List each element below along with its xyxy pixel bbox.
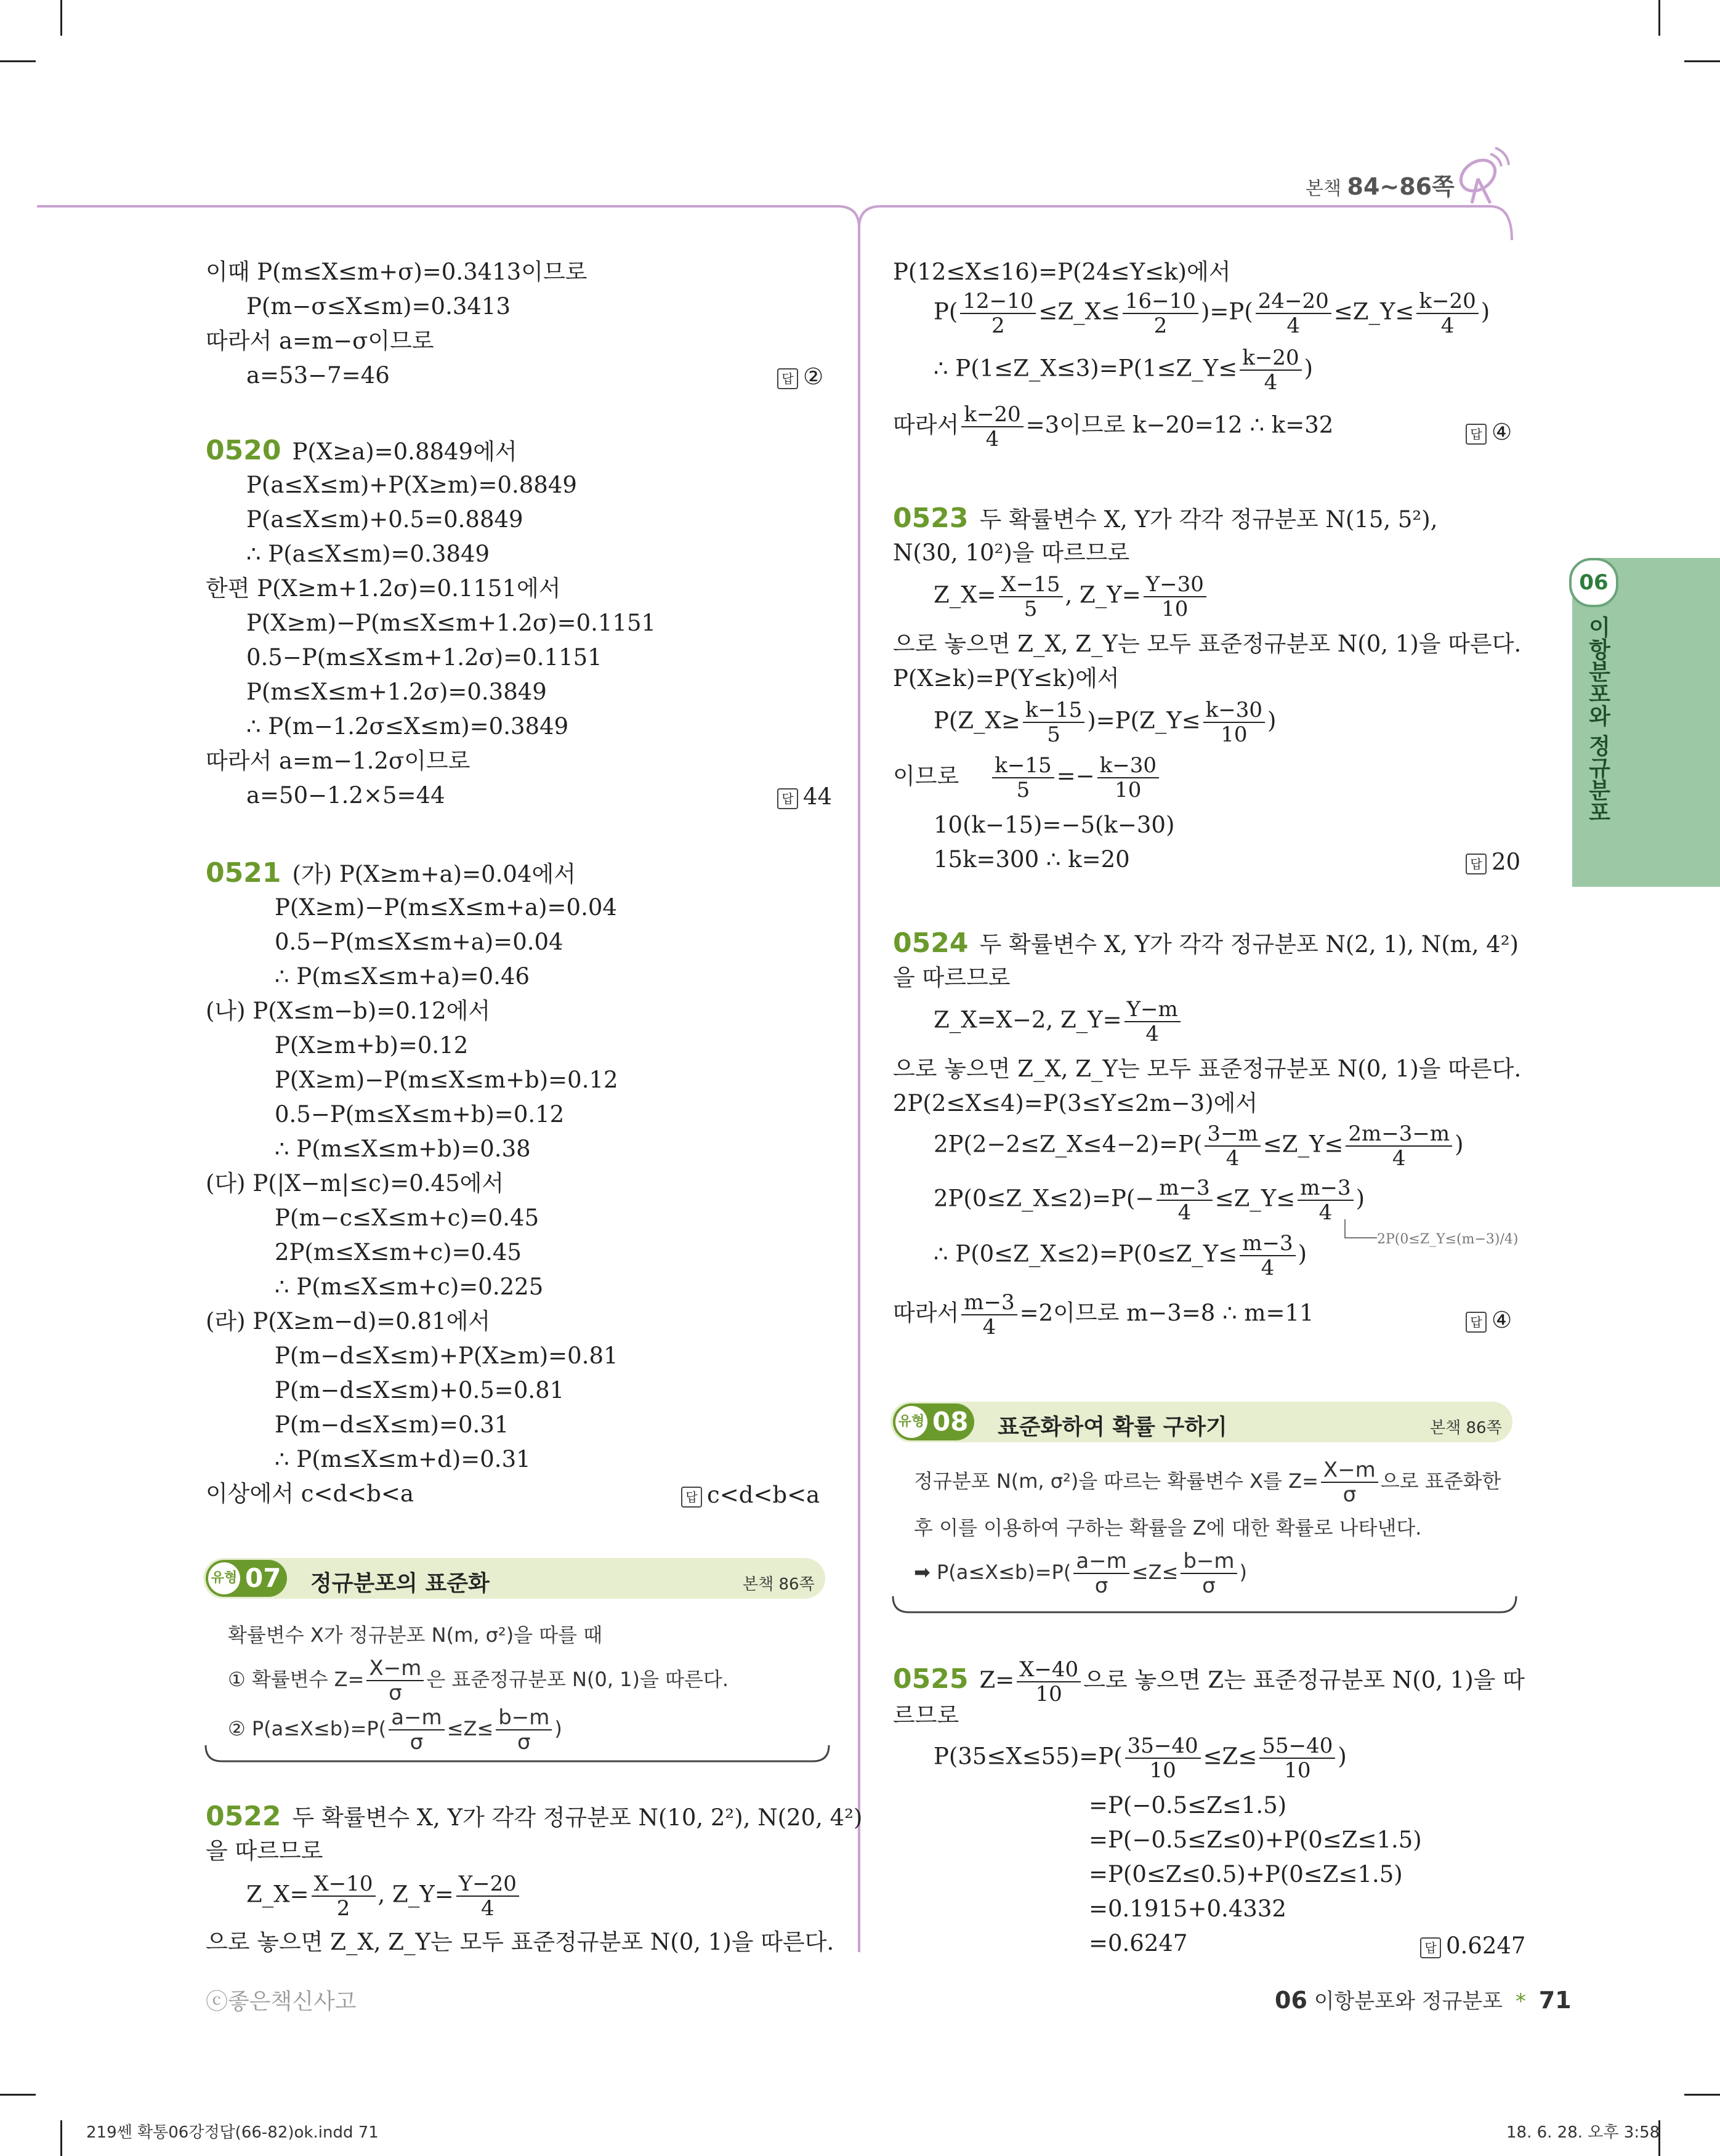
fraction bbox=[1017, 1658, 1081, 1706]
text-line: a=50−1.2×5=44 bbox=[246, 782, 445, 809]
text-line: P(m−d≤X≤m)+P(X≥m)=0.81 bbox=[275, 1342, 618, 1369]
denominator: 2 bbox=[991, 313, 1005, 338]
text: Z_X= bbox=[934, 581, 996, 608]
fraction bbox=[992, 754, 1054, 802]
copyright: ⓒ좋은책신사고 bbox=[206, 1989, 357, 2014]
denominator: 2 bbox=[1153, 313, 1168, 338]
text-line: 따라서 a=m−1.2σ이므로 bbox=[206, 748, 470, 774]
numerator: k−30 bbox=[1203, 698, 1265, 723]
text: ) bbox=[1298, 1240, 1307, 1267]
text-line: P(X≥m)−P(m≤X≤m+1.2σ)=0.1151 bbox=[246, 610, 656, 636]
text: ≤Z_Y≤ bbox=[1214, 1185, 1296, 1212]
numerator: X−10 bbox=[312, 1872, 376, 1897]
problem-number: 0521 bbox=[206, 857, 281, 889]
text-line: P(X≥k)=P(Y≤k)에서 bbox=[893, 665, 1120, 692]
type-box-bottom-border bbox=[203, 1743, 831, 1767]
problem-number: 0523 bbox=[893, 503, 969, 534]
text: ≤Z_Y≤ bbox=[1333, 298, 1415, 325]
answer-value: 0.6247 bbox=[1446, 1932, 1526, 1959]
denominator: σ bbox=[1202, 1573, 1216, 1598]
text-line: 한편 P(X≥m+1.2σ)=0.1151에서 bbox=[206, 575, 561, 602]
problem-number: 0524 bbox=[893, 927, 969, 959]
text-line: P(m−d≤X≤m)=0.31 bbox=[275, 1411, 509, 1438]
text: ) bbox=[554, 1717, 562, 1740]
fraction bbox=[1256, 289, 1331, 337]
fraction bbox=[1157, 1176, 1212, 1224]
problem-0521-line bbox=[206, 858, 576, 889]
text: 2P(2−2≤Z_X≤4−2)=P( bbox=[934, 1131, 1203, 1158]
text: ≤Z_Y≤ bbox=[1262, 1131, 1344, 1158]
text: =3이므로 k−20=12 ∴ k=32 bbox=[1025, 411, 1334, 438]
type-box-header bbox=[203, 1558, 825, 1599]
denominator: 10 bbox=[1035, 1682, 1062, 1706]
page-number: 71 bbox=[1538, 1987, 1572, 2014]
numerator: k−15 bbox=[992, 754, 1054, 778]
text-line: 르므로 bbox=[893, 1702, 959, 1729]
text: ≤Z_X≤ bbox=[1038, 298, 1120, 325]
text: ) bbox=[1304, 355, 1314, 382]
text-line: 을 따르므로 bbox=[893, 964, 1011, 991]
denominator: 4 bbox=[480, 1896, 495, 1921]
fraction bbox=[312, 1872, 376, 1920]
text-line: 두 확률변수 X, Y가 각각 정규분포 N(15, 5²), bbox=[979, 506, 1438, 533]
numerator: X−m bbox=[1321, 1458, 1378, 1483]
answer-mark bbox=[1420, 1932, 1525, 1959]
denominator: 4 bbox=[985, 427, 999, 451]
numerator: k−15 bbox=[1023, 698, 1084, 723]
answer-mark bbox=[1466, 849, 1520, 875]
answer-value: c<d<b<a bbox=[707, 1482, 820, 1508]
answer-icon: 답 bbox=[1466, 1312, 1487, 1333]
text: =− bbox=[1056, 762, 1095, 789]
text-line: =P(0≤Z≤0.5)+P(0≤Z≤1.5) bbox=[1089, 1861, 1403, 1888]
numerator: 24−20 bbox=[1256, 289, 1331, 314]
fraction bbox=[1321, 1458, 1378, 1506]
denominator: 4 bbox=[1145, 1022, 1159, 1046]
text-line: 따라서 a=m−σ이므로 bbox=[206, 328, 434, 354]
text-line: 두 확률변수 X, Y가 각각 정규분포 N(2, 1), N(m, 4²) bbox=[979, 931, 1519, 958]
side-note: 2P(0≤Z_Y≤(m−3)/4) bbox=[1377, 1232, 1519, 1247]
denominator: σ bbox=[389, 1681, 402, 1705]
type-box-bottom-border bbox=[890, 1594, 1519, 1618]
denominator: 4 bbox=[1440, 313, 1455, 338]
fraction bbox=[1023, 698, 1084, 746]
star-icon: * bbox=[1515, 1989, 1526, 2014]
answer-mark bbox=[777, 363, 823, 390]
denominator: 10 bbox=[1221, 722, 1248, 747]
type-box-line bbox=[228, 1657, 729, 1705]
slug-file: 219쎈 확통06강정답(66-82)ok.indd 71 bbox=[86, 2123, 379, 2142]
denominator: 5 bbox=[1047, 722, 1060, 747]
type-badge-label: 유형 bbox=[208, 1562, 240, 1594]
text: ① 확률변수 Z= bbox=[228, 1668, 365, 1691]
problem-0525-line bbox=[893, 1658, 1525, 1706]
side-tab-number: 06 bbox=[1569, 558, 1618, 607]
numerator: 16−10 bbox=[1123, 289, 1198, 314]
type-box-ref: 본책 86쪽 bbox=[1430, 1419, 1502, 1437]
text-line: P(X≥a)=0.8849에서 bbox=[292, 438, 517, 465]
text-line: 15k=300 ∴ k=20 bbox=[934, 846, 1130, 873]
text-line: P(X≥m+b)=0.12 bbox=[275, 1032, 469, 1059]
problem-number: 0520 bbox=[206, 435, 281, 466]
equation-line bbox=[934, 346, 1313, 394]
answer-icon: 답 bbox=[777, 788, 798, 809]
denominator: 4 bbox=[1261, 1256, 1275, 1280]
text: ≤Z≤ bbox=[1131, 1560, 1179, 1584]
side-tab-label: 이항분포와 정규분포 bbox=[1585, 616, 1610, 823]
fraction bbox=[1124, 998, 1181, 1046]
text: )=P(Z_Y≤ bbox=[1087, 707, 1201, 734]
text: P( bbox=[934, 298, 958, 325]
numerator: k−20 bbox=[1416, 289, 1478, 314]
type-badge-label: 유형 bbox=[895, 1406, 927, 1438]
text: ) bbox=[1480, 298, 1490, 325]
denominator: σ bbox=[410, 1730, 424, 1754]
denominator: 10 bbox=[1115, 778, 1142, 802]
text-line: =0.1915+0.4332 bbox=[1089, 1896, 1286, 1922]
type-badge-number: 07 bbox=[245, 1563, 281, 1593]
text-line: 0.5−P(m≤X≤m+1.2σ)=0.1151 bbox=[246, 644, 602, 671]
equation-line bbox=[893, 754, 1161, 802]
denominator: 4 bbox=[1392, 1146, 1406, 1171]
answer-value: 20 bbox=[1492, 849, 1521, 875]
text-line: (다) P(|X−m|≤c)=0.45에서 bbox=[206, 1170, 504, 1197]
text: )=P( bbox=[1200, 298, 1253, 325]
problem-0520-line bbox=[206, 436, 517, 467]
type-badge-number: 08 bbox=[932, 1407, 969, 1437]
numerator: Y−30 bbox=[1144, 573, 1206, 597]
text: 으로 표준화한 bbox=[1380, 1469, 1501, 1493]
problem-0523-line bbox=[893, 504, 1437, 535]
numerator: m−3 bbox=[1298, 1176, 1353, 1201]
type-badge bbox=[893, 1403, 974, 1440]
text-line: P(a≤X≤m)+P(X≥m)=0.8849 bbox=[246, 472, 577, 498]
numerator: X−m bbox=[366, 1657, 424, 1681]
fraction bbox=[1125, 1734, 1201, 1782]
numerator: 2m−3−m bbox=[1346, 1122, 1452, 1147]
text-line: =0.6247 bbox=[1089, 1930, 1188, 1956]
chapter-number: 06 bbox=[1275, 1987, 1307, 2014]
text-line: 으로 놓으면 Z_X, Z_Y는 모두 표준정규분포 N(0, 1)을 따른다. bbox=[893, 1056, 1522, 1082]
text: Z= bbox=[979, 1666, 1015, 1694]
text-line: 으로 놓으면 Z_X, Z_Y는 모두 표준정규분포 N(0, 1)을 따른다. bbox=[893, 631, 1522, 657]
text: 따라서 bbox=[893, 411, 959, 438]
text: , Z_Y= bbox=[1065, 581, 1141, 608]
text-line: 이때 P(m≤X≤m+σ)=0.3413이므로 bbox=[206, 259, 587, 285]
page-ref-prefix: 본책 bbox=[1306, 178, 1341, 200]
fraction bbox=[1298, 1176, 1353, 1224]
equation-line bbox=[934, 1122, 1464, 1170]
denominator: 4 bbox=[1286, 313, 1301, 338]
text: ) bbox=[1338, 1743, 1347, 1770]
text-line: (가) P(X≥m+a)=0.04에서 bbox=[292, 861, 576, 887]
denominator: 4 bbox=[1264, 370, 1278, 395]
text-line: =P(−0.5≤Z≤1.5) bbox=[1089, 1792, 1287, 1819]
fraction bbox=[1240, 1232, 1295, 1280]
page-footer bbox=[1275, 1984, 1572, 2014]
numerator: Y−20 bbox=[456, 1872, 519, 1897]
equation-line bbox=[893, 403, 1333, 451]
text-line: P(m−c≤X≤m+c)=0.45 bbox=[275, 1205, 539, 1231]
numerator: m−3 bbox=[1157, 1176, 1212, 1201]
numerator: 55−40 bbox=[1259, 1734, 1335, 1759]
denominator: 10 bbox=[1149, 1758, 1176, 1783]
page-ref-pages: 84~86쪽 bbox=[1347, 173, 1455, 200]
equation-line bbox=[934, 998, 1183, 1046]
denominator: 4 bbox=[1225, 1146, 1240, 1171]
text-line: ∴ P(a≤X≤m)=0.3849 bbox=[246, 541, 490, 567]
fraction bbox=[1123, 289, 1198, 337]
text: ) bbox=[1455, 1131, 1464, 1158]
fraction bbox=[1240, 346, 1301, 394]
answer-icon: 답 bbox=[681, 1487, 702, 1508]
text-line: a=53−7=46 bbox=[246, 362, 390, 389]
text-line: P(m−σ≤X≤m)=0.3413 bbox=[246, 293, 511, 320]
numerator: 12−10 bbox=[960, 289, 1036, 314]
denominator: 4 bbox=[1318, 1200, 1333, 1225]
chapter-title: 이항분포와 정규분포 bbox=[1314, 1989, 1503, 2014]
equation-line bbox=[934, 1176, 1365, 1224]
text: ➡ P(a≤X≤b)=P( bbox=[914, 1560, 1072, 1584]
text-line: ∴ P(m−1.2σ≤X≤m)=0.3849 bbox=[246, 713, 569, 740]
type-box-line: 확률변수 X가 정규분포 N(m, σ²)을 따를 때 bbox=[228, 1623, 603, 1647]
answer-value: ④ bbox=[1492, 419, 1512, 445]
fraction bbox=[456, 1872, 519, 1920]
denominator: 5 bbox=[1024, 597, 1038, 621]
denominator: σ bbox=[1094, 1573, 1108, 1598]
text: P(Z_X≥ bbox=[934, 707, 1020, 734]
fraction bbox=[1346, 1122, 1452, 1170]
numerator: k−30 bbox=[1097, 754, 1159, 778]
text-line: P(X≥m)−P(m≤X≤m+a)=0.04 bbox=[275, 894, 617, 921]
fraction bbox=[1073, 1549, 1129, 1597]
text-line: 2P(m≤X≤m+c)=0.45 bbox=[275, 1239, 522, 1266]
problem-number: 0525 bbox=[893, 1663, 969, 1695]
fraction bbox=[961, 1291, 1017, 1339]
denominator: 2 bbox=[336, 1896, 350, 1921]
answer-mark bbox=[1466, 1307, 1512, 1333]
type-box-line: 후 이를 이용하여 구하는 확률을 Z에 대한 확률로 나타낸다. bbox=[914, 1516, 1422, 1540]
denominator: σ bbox=[517, 1730, 531, 1754]
numerator: a−m bbox=[1073, 1549, 1129, 1574]
answer-mark bbox=[1466, 419, 1512, 445]
numerator: Y−m bbox=[1124, 998, 1181, 1022]
text: ∴ P(0≤Z_X≤2)=P(0≤Z_Y≤ bbox=[934, 1240, 1238, 1267]
equation-line bbox=[934, 289, 1490, 337]
fraction bbox=[1097, 754, 1159, 802]
fraction bbox=[1259, 1734, 1335, 1782]
text: ) bbox=[1239, 1560, 1247, 1584]
text: =2이므로 m−3=8 ∴ m=11 bbox=[1019, 1299, 1314, 1326]
type-box-line bbox=[914, 1549, 1247, 1597]
text-line: (라) P(X≥m−d)=0.81에서 bbox=[206, 1308, 491, 1334]
fraction bbox=[999, 573, 1063, 621]
fraction bbox=[1181, 1549, 1237, 1597]
note-bracket bbox=[1342, 1219, 1379, 1244]
fraction bbox=[1416, 289, 1478, 337]
text: 으로 놓으면 Z는 표준정규분포 N(0, 1)을 따 bbox=[1083, 1666, 1525, 1694]
text-line: P(m−d≤X≤m)+0.5=0.81 bbox=[275, 1377, 565, 1403]
text-line: ∴ P(m≤X≤m+a)=0.46 bbox=[275, 963, 530, 990]
fraction bbox=[961, 403, 1023, 451]
answer-icon: 답 bbox=[1466, 854, 1487, 874]
text: ≤Z≤ bbox=[446, 1717, 494, 1740]
text: , Z_Y= bbox=[378, 1881, 454, 1908]
text-line: ∴ P(m≤X≤m+b)=0.38 bbox=[275, 1136, 531, 1162]
fraction bbox=[1205, 1122, 1260, 1170]
text-line: ∴ P(m≤X≤m+d)=0.31 bbox=[275, 1446, 531, 1472]
denominator: 10 bbox=[1284, 1758, 1311, 1783]
text: Z_X= bbox=[246, 1881, 309, 1908]
type-box-line bbox=[914, 1458, 1501, 1506]
text-line: 2P(2≤X≤4)=P(3≤Y≤2m−3)에서 bbox=[893, 1090, 1258, 1116]
text: 은 표준정규분포 N(0, 1)을 따른다. bbox=[426, 1668, 729, 1691]
text-line: =P(−0.5≤Z≤0)+P(0≤Z≤1.5) bbox=[1089, 1827, 1422, 1853]
text: ) bbox=[1355, 1185, 1365, 1212]
text-line: 으로 놓으면 Z_X, Z_Y는 모두 표준정규분포 N(0, 1)을 따른다. bbox=[206, 1929, 834, 1955]
numerator: b−m bbox=[496, 1706, 552, 1730]
fraction bbox=[366, 1657, 424, 1705]
text: Z_X=X−2, Z_Y= bbox=[934, 1006, 1122, 1033]
answer-icon: 답 bbox=[777, 368, 798, 389]
numerator: a−m bbox=[389, 1706, 444, 1730]
numerator: 35−40 bbox=[1125, 1734, 1201, 1759]
text: ≤Z≤ bbox=[1203, 1743, 1258, 1770]
text: ② P(a≤X≤b)=P( bbox=[228, 1717, 387, 1740]
answer-icon: 답 bbox=[1466, 424, 1487, 445]
fraction bbox=[1144, 573, 1206, 621]
text: 2P(0≤Z_X≤2)=P(− bbox=[934, 1185, 1155, 1212]
text-line: 10(k−15)=−5(k−30) bbox=[934, 812, 1175, 838]
equation-line bbox=[246, 1872, 522, 1920]
text-line: 을 따르므로 bbox=[206, 1838, 323, 1864]
text: ) bbox=[1267, 707, 1277, 734]
text: 이므로 bbox=[893, 762, 959, 789]
text-line: 0.5−P(m≤X≤m+a)=0.04 bbox=[275, 929, 563, 955]
problem-number: 0522 bbox=[206, 1801, 281, 1832]
fraction bbox=[960, 289, 1036, 337]
numerator: m−3 bbox=[961, 1291, 1017, 1315]
text-line: (나) P(X≤m−b)=0.12에서 bbox=[206, 998, 491, 1024]
text: 따라서 bbox=[893, 1299, 959, 1326]
text: P(35≤X≤55)=P( bbox=[934, 1743, 1123, 1770]
answer-icon: 답 bbox=[1420, 1937, 1441, 1958]
numerator: k−20 bbox=[961, 403, 1023, 427]
text: 정규분포 N(m, σ²)을 따르는 확률변수 X를 Z= bbox=[914, 1469, 1318, 1493]
denominator: 5 bbox=[1016, 778, 1030, 802]
equation-line bbox=[893, 1291, 1314, 1339]
numerator: m−3 bbox=[1240, 1232, 1295, 1256]
text-line: P(m≤X≤m+1.2σ)=0.3849 bbox=[246, 679, 547, 705]
text: ∴ P(1≤Z_X≤3)=P(1≤Z_Y≤ bbox=[934, 355, 1238, 382]
type-box-ref: 본책 86쪽 bbox=[743, 1575, 815, 1594]
numerator: b−m bbox=[1181, 1549, 1237, 1574]
equation-line bbox=[934, 1232, 1307, 1280]
answer-mark bbox=[681, 1482, 820, 1508]
problem-0522-line bbox=[206, 1802, 862, 1833]
text-line: 0.5−P(m≤X≤m+b)=0.12 bbox=[275, 1101, 565, 1128]
numerator: X−40 bbox=[1017, 1658, 1081, 1682]
answer-mark bbox=[777, 783, 832, 810]
text-line: P(X≥m)−P(m≤X≤m+b)=0.12 bbox=[275, 1067, 618, 1093]
fraction bbox=[1203, 698, 1265, 746]
equation-line bbox=[934, 698, 1276, 746]
denominator: 10 bbox=[1161, 597, 1189, 621]
denominator: 4 bbox=[1177, 1200, 1192, 1225]
text-line: N(30, 10²)을 따르므로 bbox=[893, 539, 1130, 566]
text-line: ∴ P(m≤X≤m+c)=0.225 bbox=[275, 1274, 544, 1300]
text-line: 이상에서 c<d<b<a bbox=[206, 1480, 414, 1507]
type-box-title: 정규분포의 표준화 bbox=[310, 1571, 490, 1596]
text-line: 두 확률변수 X, Y가 각각 정규분포 N(10, 2²), N(20, 4²) bbox=[292, 1804, 863, 1831]
problem-0524-line bbox=[893, 929, 1519, 959]
equation-line bbox=[934, 573, 1209, 621]
text-line: P(12≤X≤16)=P(24≤Y≤k)에서 bbox=[893, 259, 1231, 285]
numerator: k−20 bbox=[1240, 346, 1301, 371]
answer-value: ② bbox=[803, 363, 824, 390]
type-badge bbox=[206, 1560, 287, 1597]
numerator: X−15 bbox=[999, 573, 1063, 597]
denominator: σ bbox=[1342, 1482, 1357, 1507]
answer-value: ④ bbox=[1492, 1307, 1512, 1333]
equation-line bbox=[934, 1734, 1347, 1782]
numerator: 3−m bbox=[1205, 1122, 1260, 1147]
denominator: 4 bbox=[982, 1315, 996, 1339]
answer-value: 44 bbox=[803, 783, 833, 810]
slug-date: 18. 6. 28. 오후 3:58 bbox=[1506, 2123, 1660, 2142]
text-line: P(a≤X≤m)+0.5=0.8849 bbox=[246, 506, 523, 533]
type-box-title: 표준화하여 확률 구하기 bbox=[998, 1415, 1227, 1440]
